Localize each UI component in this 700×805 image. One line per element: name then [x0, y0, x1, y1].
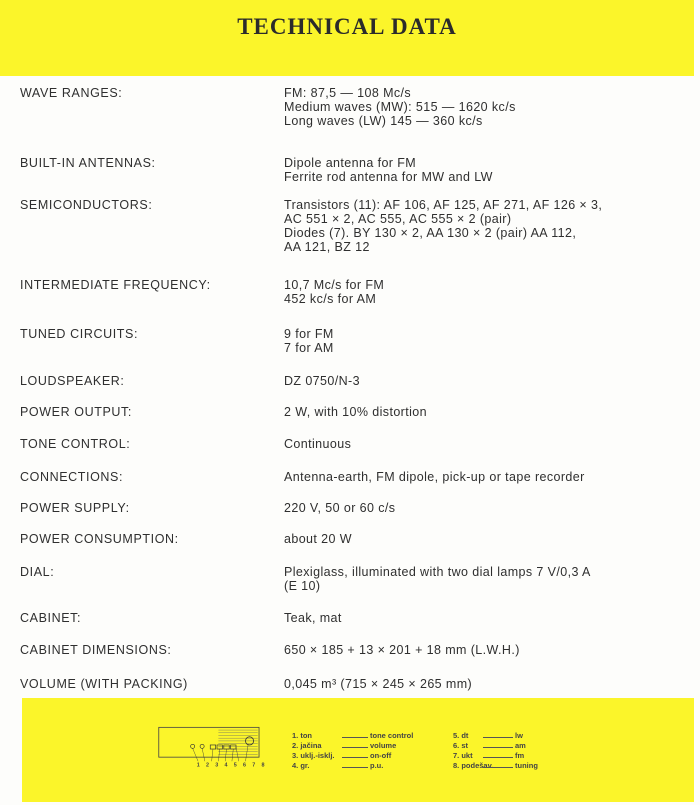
legend-key: 5. dt	[453, 731, 469, 740]
spec-label: POWER SUPPLY:	[20, 501, 130, 515]
legend-value: fm	[515, 751, 525, 760]
radio-diagram	[130, 726, 300, 768]
legend-value: tone control	[370, 731, 414, 740]
spec-value	[284, 374, 694, 388]
spec-value	[284, 532, 694, 546]
spec-value	[284, 86, 694, 128]
spec-value	[284, 565, 694, 593]
legend-value: lw	[515, 731, 523, 740]
legend-item	[292, 751, 413, 761]
legend-dash	[483, 731, 513, 738]
spec-value	[284, 437, 694, 451]
legend-value: p.u.	[370, 761, 384, 770]
legend-dash	[483, 761, 513, 768]
spec-label: VOLUME (WITH PACKING)	[20, 677, 188, 691]
spec-value-line: Ferrite rod antenna for MW and LW	[284, 170, 493, 184]
spec-value-line: 9 for FM	[284, 327, 334, 341]
spec-value-line: Transistors (11): AF 106, AF 125, AF 271, AF 126 × 3,	[284, 198, 603, 212]
legend-left	[292, 731, 413, 771]
spec-value	[284, 501, 694, 515]
legend-dash	[342, 741, 368, 748]
spec-value	[284, 643, 694, 657]
spec-label: POWER CONSUMPTION:	[20, 532, 179, 546]
footer-banner	[22, 698, 694, 802]
legend-key: 8. podešav.	[453, 761, 494, 770]
spec-value-line: Dipole antenna for FM	[284, 156, 417, 170]
spec-label: SEMICONDUCTORS:	[20, 198, 153, 212]
spec-label: CABINET DIMENSIONS:	[20, 643, 172, 657]
spec-value-line: AA 121, BZ 12	[284, 240, 370, 254]
spec-value-line: AC 551 × 2, AC 555, AC 555 × 2 (pair)	[284, 212, 512, 226]
diagram-numbers: 1 2 3 4 5 6 7 8	[196, 762, 267, 768]
spec-value-line: 452 kc/s for AM	[284, 292, 377, 306]
spec-value-line: Antenna-earth, FM dipole, pick-up or tape recorder	[284, 470, 585, 484]
spec-label: BUILT-IN ANTENNAS:	[20, 156, 156, 170]
legend-key: 4. gr.	[292, 761, 310, 770]
spec-value	[284, 677, 694, 691]
spec-label: WAVE RANGES:	[20, 86, 123, 100]
legend-item	[453, 741, 538, 751]
legend-dash	[342, 751, 368, 758]
legend-value: volume	[370, 741, 397, 750]
legend-key: 3. uklj.-isklj.	[292, 751, 335, 760]
legend-value: on-off	[370, 751, 392, 760]
legend-dash	[483, 741, 513, 748]
legend-value: tuning	[515, 761, 538, 770]
legend-dash	[342, 731, 368, 738]
spec-value	[284, 327, 694, 355]
legend-key: 7. ukt	[453, 751, 473, 760]
legend-item	[453, 751, 538, 761]
spec-value	[284, 278, 694, 306]
spec-value	[284, 470, 694, 484]
spec-value	[284, 156, 694, 184]
spec-value-line: Long waves (LW) 145 — 360 kc/s	[284, 114, 483, 128]
legend-item	[292, 741, 413, 751]
spec-label: TONE CONTROL:	[20, 437, 131, 451]
spec-value-line: 0,045 m³ (715 × 245 × 265 mm)	[284, 677, 473, 691]
spec-value-line: 2 W, with 10% distortion	[284, 405, 427, 419]
spec-label: DIAL:	[20, 565, 55, 579]
spec-label: TUNED CIRCUITS:	[20, 327, 139, 341]
legend-key: 1. ton	[292, 731, 312, 740]
page-title: TECHNICAL DATA	[237, 14, 457, 39]
spec-value-line: DZ 0750/N-3	[284, 374, 360, 388]
spec-label: CABINET:	[20, 611, 82, 625]
legend-dash	[483, 751, 513, 758]
spec-value-line: Diodes (7). BY 130 × 2, AA 130 × 2 (pair) AA 112,	[284, 226, 577, 240]
legend-key: 6. st	[453, 741, 469, 750]
spec-value-line: Plexiglass, illuminated with two dial lamps 7 V/0,3 A	[284, 565, 591, 579]
legend-dash	[342, 761, 368, 768]
spec-label: CONNECTIONS:	[20, 470, 124, 484]
spec-value-line: (E 10)	[284, 579, 321, 593]
legend-item	[453, 731, 538, 741]
spec-value-line: Medium waves (MW): 515 — 1620 kc/s	[284, 100, 516, 114]
spec-value-line: Continuous	[284, 437, 352, 451]
legend-value: am	[515, 741, 526, 750]
spec-value-line: Teak, mat	[284, 611, 342, 625]
spec-label: LOUDSPEAKER:	[20, 374, 125, 388]
legend-item	[292, 761, 413, 771]
legend-item	[292, 731, 413, 741]
spec-label: INTERMEDIATE FREQUENCY:	[20, 278, 211, 292]
spec-value	[284, 198, 694, 254]
legend-right	[453, 731, 538, 771]
spec-value-line: 7 for AM	[284, 341, 334, 355]
spec-label: POWER OUTPUT:	[20, 405, 132, 419]
spec-value-line: about 20 W	[284, 532, 352, 546]
legend-item	[453, 761, 538, 771]
spec-value-line: FM: 87,5 — 108 Mc/s	[284, 86, 412, 100]
spec-value-line: 10,7 Mc/s for FM	[284, 278, 385, 292]
spec-value-line: 220 V, 50 or 60 c/s	[284, 501, 396, 515]
spec-value-line: 650 × 185 + 13 × 201 + 18 mm (L.W.H.)	[284, 643, 520, 657]
spec-value	[284, 405, 694, 419]
spec-value	[284, 611, 694, 625]
legend-key: 2. jačina	[292, 741, 322, 750]
